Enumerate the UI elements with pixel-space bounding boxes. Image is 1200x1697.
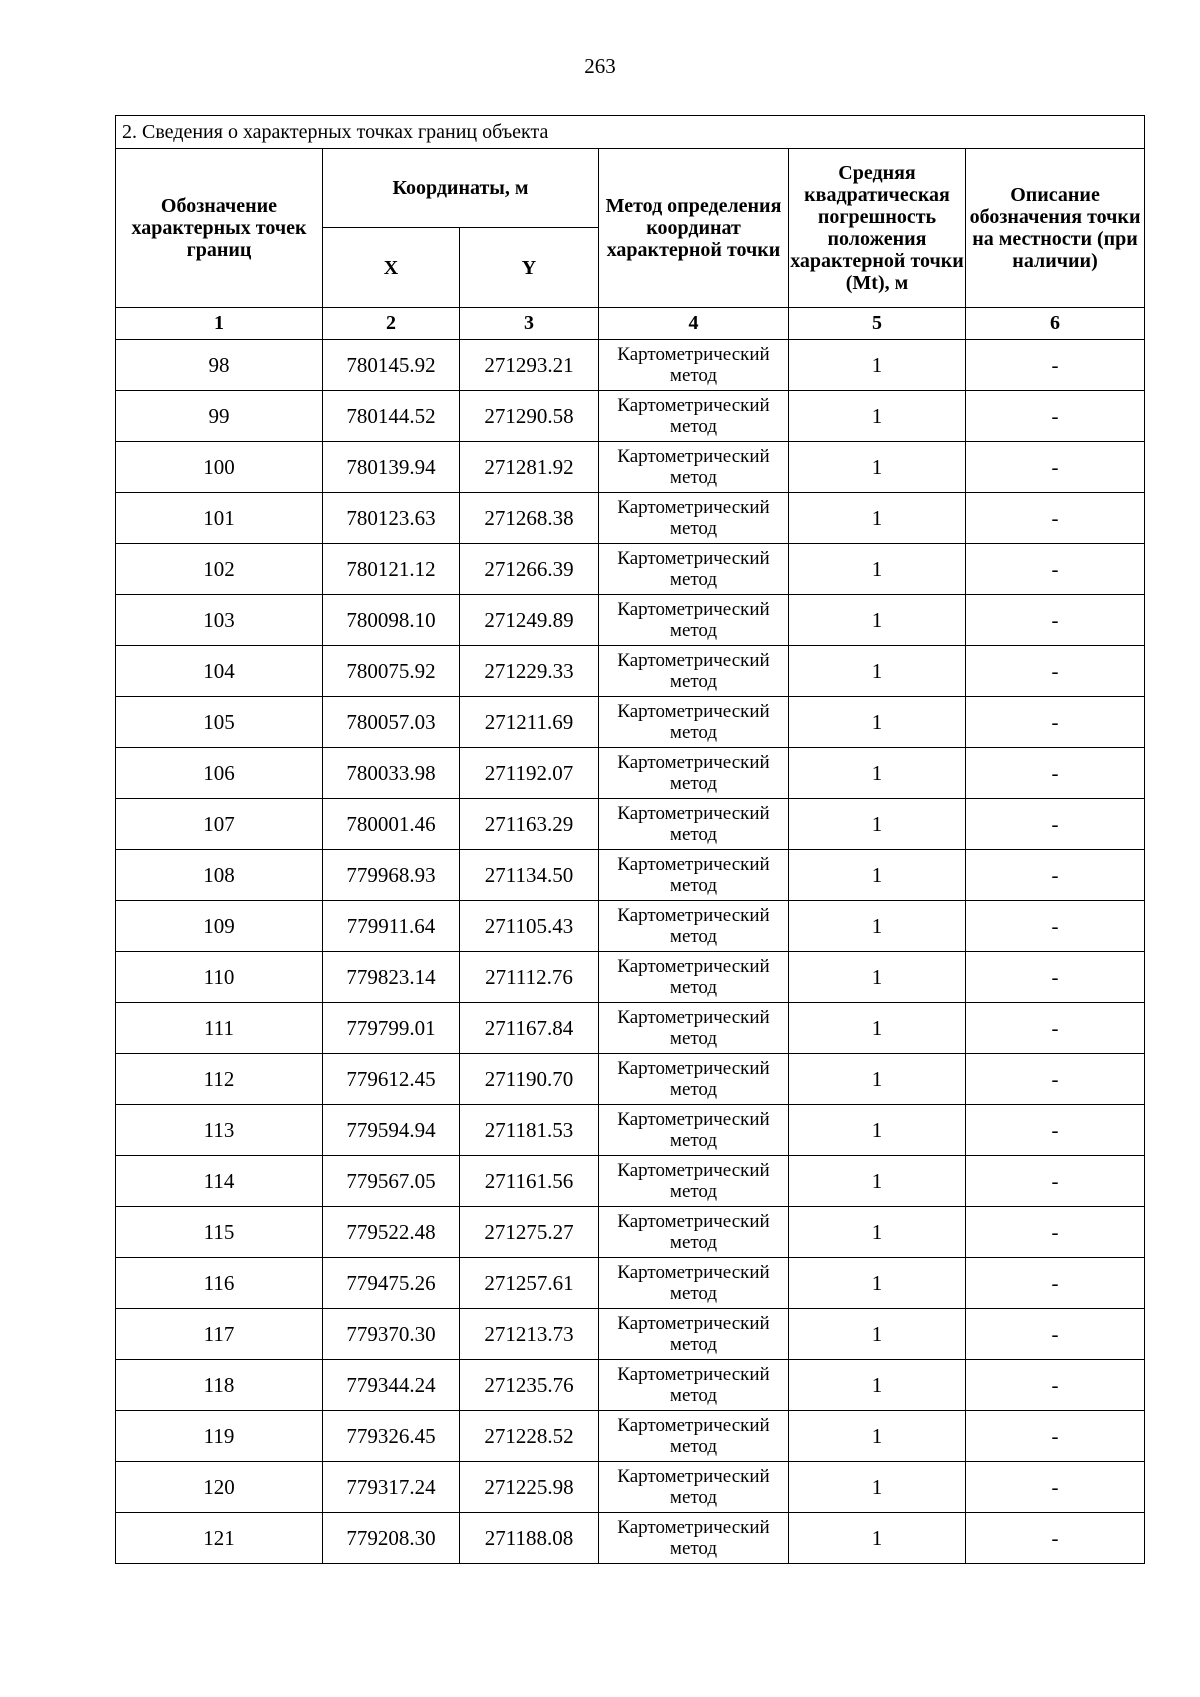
table-caption: 2. Сведения о характерных точках границ объекта <box>116 116 1145 149</box>
cell-description: - <box>966 1513 1145 1564</box>
cell-x: 780001.46 <box>323 799 460 850</box>
cell-point-id: 105 <box>116 697 323 748</box>
cell-x: 779326.45 <box>323 1411 460 1462</box>
cell-description: - <box>966 697 1145 748</box>
table-row <box>116 1207 1145 1258</box>
cell-method: Картометрический метод <box>599 442 789 493</box>
cell-y: 271161.56 <box>460 1156 599 1207</box>
cell-y: 271293.21 <box>460 340 599 391</box>
cell-mean-error: 1 <box>789 697 966 748</box>
cell-y: 271213.73 <box>460 1309 599 1360</box>
column-number: 1 <box>116 308 323 340</box>
cell-point-id: 101 <box>116 493 323 544</box>
cell-mean-error: 1 <box>789 646 966 697</box>
cell-mean-error: 1 <box>789 1360 966 1411</box>
cell-point-id: 104 <box>116 646 323 697</box>
header-y: Y <box>460 228 599 308</box>
table-row <box>116 1513 1145 1564</box>
cell-method: Картометрический метод <box>599 1003 789 1054</box>
column-number: 3 <box>460 308 599 340</box>
cell-method: Картометрический метод <box>599 1258 789 1309</box>
cell-y: 271281.92 <box>460 442 599 493</box>
cell-description: - <box>966 952 1145 1003</box>
cell-x: 780057.03 <box>323 697 460 748</box>
cell-point-id: 98 <box>116 340 323 391</box>
cell-method: Картометрический метод <box>599 1309 789 1360</box>
column-numbers-row <box>116 308 1145 340</box>
cell-description: - <box>966 1207 1145 1258</box>
table-row <box>116 391 1145 442</box>
table-row <box>116 1156 1145 1207</box>
table-row <box>116 799 1145 850</box>
cell-description: - <box>966 748 1145 799</box>
table-row <box>116 442 1145 493</box>
header-coordinates: Координаты, м <box>323 149 599 228</box>
cell-point-id: 116 <box>116 1258 323 1309</box>
cell-x: 780145.92 <box>323 340 460 391</box>
cell-x: 779968.93 <box>323 850 460 901</box>
cell-mean-error: 1 <box>789 340 966 391</box>
cell-point-id: 110 <box>116 952 323 1003</box>
table-row <box>116 697 1145 748</box>
cell-y: 271266.39 <box>460 544 599 595</box>
cell-x: 779475.26 <box>323 1258 460 1309</box>
cell-description: - <box>966 1258 1145 1309</box>
header-description: Описание обозначения точки на местности (при наличии) <box>966 149 1145 308</box>
cell-description: - <box>966 544 1145 595</box>
cell-y: 271257.61 <box>460 1258 599 1309</box>
cell-method: Картометрический метод <box>599 544 789 595</box>
cell-point-id: 100 <box>116 442 323 493</box>
cell-mean-error: 1 <box>789 442 966 493</box>
cell-y: 271188.08 <box>460 1513 599 1564</box>
cell-point-id: 117 <box>116 1309 323 1360</box>
table-row <box>116 595 1145 646</box>
cell-y: 271163.29 <box>460 799 599 850</box>
cell-description: - <box>966 493 1145 544</box>
cell-y: 271249.89 <box>460 595 599 646</box>
cell-method: Картометрический метод <box>599 1207 789 1258</box>
cell-x: 779208.30 <box>323 1513 460 1564</box>
cell-y: 271228.52 <box>460 1411 599 1462</box>
table-body <box>116 340 1145 1564</box>
cell-x: 780075.92 <box>323 646 460 697</box>
table-row <box>116 1003 1145 1054</box>
cell-description: - <box>966 442 1145 493</box>
cell-y: 271167.84 <box>460 1003 599 1054</box>
cell-point-id: 119 <box>116 1411 323 1462</box>
cell-point-id: 118 <box>116 1360 323 1411</box>
cell-description: - <box>966 1309 1145 1360</box>
column-number: 2 <box>323 308 460 340</box>
cell-mean-error: 1 <box>789 1156 966 1207</box>
column-number: 4 <box>599 308 789 340</box>
column-number: 5 <box>789 308 966 340</box>
cell-method: Картометрический метод <box>599 799 789 850</box>
cell-description: - <box>966 901 1145 952</box>
cell-description: - <box>966 1054 1145 1105</box>
cell-description: - <box>966 1105 1145 1156</box>
header-mean-error: Средняя квадратическая погрешность положения характерной точки (Mt), м <box>789 149 966 308</box>
cell-method: Картометрический метод <box>599 493 789 544</box>
cell-x: 779594.94 <box>323 1105 460 1156</box>
cell-method: Картометрический метод <box>599 697 789 748</box>
cell-y: 271105.43 <box>460 901 599 952</box>
cell-mean-error: 1 <box>789 1207 966 1258</box>
cell-mean-error: 1 <box>789 1309 966 1360</box>
cell-y: 271134.50 <box>460 850 599 901</box>
cell-y: 271190.70 <box>460 1054 599 1105</box>
cell-mean-error: 1 <box>789 1258 966 1309</box>
cell-mean-error: 1 <box>789 952 966 1003</box>
cell-mean-error: 1 <box>789 595 966 646</box>
cell-y: 271275.27 <box>460 1207 599 1258</box>
cell-x: 780121.12 <box>323 544 460 595</box>
page-number: 263 <box>584 54 616 78</box>
cell-x: 779522.48 <box>323 1207 460 1258</box>
cell-y: 271229.33 <box>460 646 599 697</box>
table-row <box>116 952 1145 1003</box>
cell-description: - <box>966 1462 1145 1513</box>
cell-method: Картометрический метод <box>599 952 789 1003</box>
cell-point-id: 115 <box>116 1207 323 1258</box>
table-row <box>116 1360 1145 1411</box>
cell-x: 780144.52 <box>323 391 460 442</box>
cell-mean-error: 1 <box>789 493 966 544</box>
table-row <box>116 748 1145 799</box>
cell-mean-error: 1 <box>789 1105 966 1156</box>
cell-point-id: 114 <box>116 1156 323 1207</box>
cell-description: - <box>966 850 1145 901</box>
cell-mean-error: 1 <box>789 1411 966 1462</box>
cell-y: 271181.53 <box>460 1105 599 1156</box>
cell-method: Картометрический метод <box>599 1105 789 1156</box>
cell-mean-error: 1 <box>789 901 966 952</box>
cell-description: - <box>966 646 1145 697</box>
cell-method: Картометрический метод <box>599 1462 789 1513</box>
header-x: X <box>323 228 460 308</box>
table-row <box>116 544 1145 595</box>
table-row <box>116 1105 1145 1156</box>
table-row <box>116 493 1145 544</box>
header-point-designation: Обозначение характерных точек границ <box>116 149 323 308</box>
cell-method: Картометрический метод <box>599 1513 789 1564</box>
cell-method: Картометрический метод <box>599 1411 789 1462</box>
table-row <box>116 1411 1145 1462</box>
cell-method: Картометрический метод <box>599 901 789 952</box>
cell-x: 779567.05 <box>323 1156 460 1207</box>
cell-description: - <box>966 340 1145 391</box>
cell-method: Картометрический метод <box>599 595 789 646</box>
cell-x: 779370.30 <box>323 1309 460 1360</box>
cell-x: 780139.94 <box>323 442 460 493</box>
table-row <box>116 901 1145 952</box>
cell-method: Картометрический метод <box>599 391 789 442</box>
cell-description: - <box>966 1411 1145 1462</box>
cell-method: Картометрический метод <box>599 1054 789 1105</box>
table-row <box>116 646 1145 697</box>
cell-mean-error: 1 <box>789 1513 966 1564</box>
cell-description: - <box>966 595 1145 646</box>
table-row <box>116 340 1145 391</box>
cell-description: - <box>966 1003 1145 1054</box>
cell-x: 780098.10 <box>323 595 460 646</box>
cell-point-id: 109 <box>116 901 323 952</box>
table-row <box>116 1309 1145 1360</box>
cell-point-id: 120 <box>116 1462 323 1513</box>
cell-y: 271112.76 <box>460 952 599 1003</box>
table-row <box>116 1462 1145 1513</box>
cell-x: 779823.14 <box>323 952 460 1003</box>
cell-mean-error: 1 <box>789 1054 966 1105</box>
cell-mean-error: 1 <box>789 1462 966 1513</box>
cell-mean-error: 1 <box>789 391 966 442</box>
cell-point-id: 112 <box>116 1054 323 1105</box>
cell-x: 779344.24 <box>323 1360 460 1411</box>
cell-x: 780123.63 <box>323 493 460 544</box>
cell-description: - <box>966 799 1145 850</box>
table-row <box>116 1258 1145 1309</box>
table-row <box>116 1054 1145 1105</box>
cell-point-id: 108 <box>116 850 323 901</box>
cell-mean-error: 1 <box>789 850 966 901</box>
cell-mean-error: 1 <box>789 544 966 595</box>
cell-y: 271268.38 <box>460 493 599 544</box>
cell-y: 271192.07 <box>460 748 599 799</box>
cell-point-id: 99 <box>116 391 323 442</box>
boundary-points-table <box>115 115 1145 1564</box>
table-row <box>116 850 1145 901</box>
cell-mean-error: 1 <box>789 1003 966 1054</box>
cell-description: - <box>966 391 1145 442</box>
cell-point-id: 113 <box>116 1105 323 1156</box>
cell-x: 780033.98 <box>323 748 460 799</box>
cell-method: Картометрический метод <box>599 748 789 799</box>
cell-point-id: 102 <box>116 544 323 595</box>
cell-x: 779612.45 <box>323 1054 460 1105</box>
cell-point-id: 103 <box>116 595 323 646</box>
cell-description: - <box>966 1360 1145 1411</box>
cell-mean-error: 1 <box>789 799 966 850</box>
cell-point-id: 107 <box>116 799 323 850</box>
cell-x: 779799.01 <box>323 1003 460 1054</box>
cell-point-id: 121 <box>116 1513 323 1564</box>
cell-description: - <box>966 1156 1145 1207</box>
cell-y: 271211.69 <box>460 697 599 748</box>
cell-y: 271235.76 <box>460 1360 599 1411</box>
cell-mean-error: 1 <box>789 748 966 799</box>
cell-method: Картометрический метод <box>599 1156 789 1207</box>
cell-y: 271225.98 <box>460 1462 599 1513</box>
cell-x: 779911.64 <box>323 901 460 952</box>
cell-x: 779317.24 <box>323 1462 460 1513</box>
header-method: Метод определения координат характерной точки <box>599 149 789 308</box>
cell-point-id: 111 <box>116 1003 323 1054</box>
cell-method: Картометрический метод <box>599 646 789 697</box>
cell-point-id: 106 <box>116 748 323 799</box>
column-number: 6 <box>966 308 1145 340</box>
cell-method: Картометрический метод <box>599 340 789 391</box>
cell-method: Картометрический метод <box>599 1360 789 1411</box>
cell-y: 271290.58 <box>460 391 599 442</box>
cell-method: Картометрический метод <box>599 850 789 901</box>
